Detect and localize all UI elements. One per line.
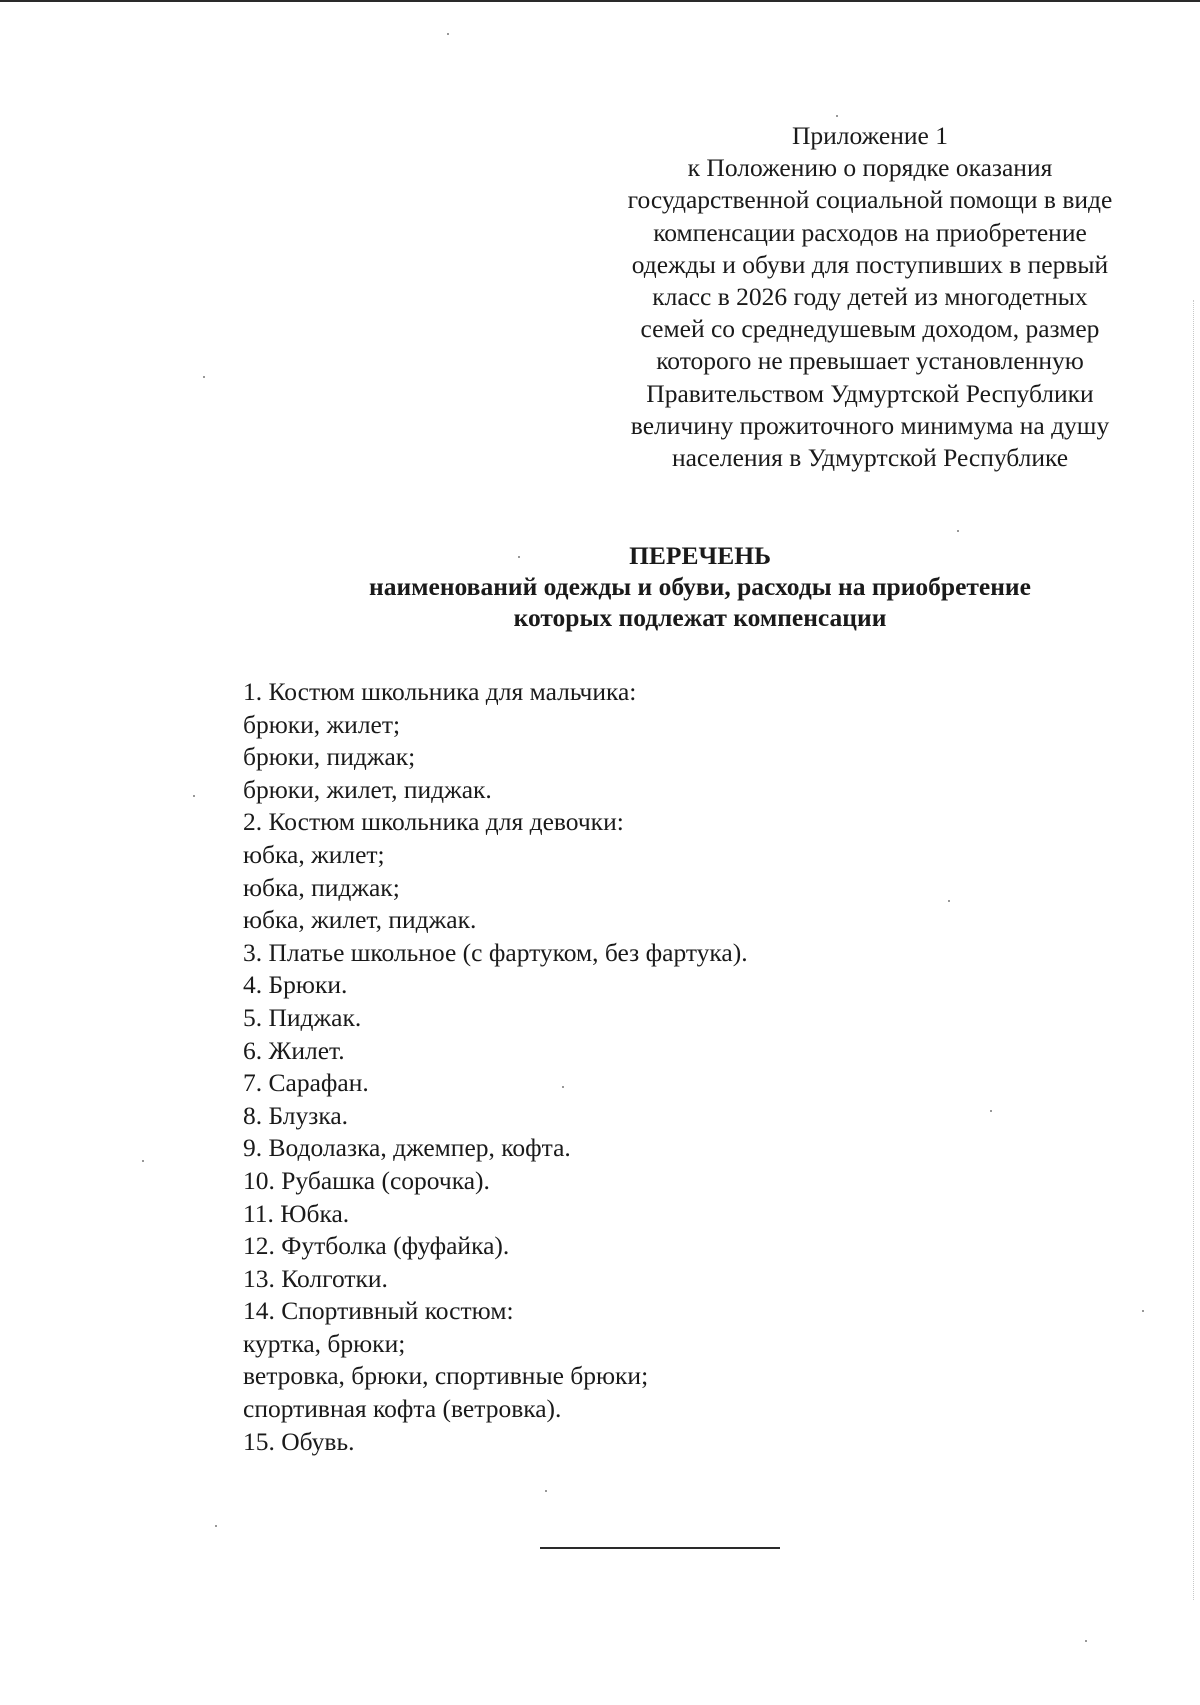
scan-speck	[545, 1490, 547, 1492]
list-item: 14. Спортивный костюм:	[243, 1296, 514, 1326]
scan-speck	[203, 376, 205, 378]
appendix-line: Приложение 1	[792, 121, 948, 150]
scan-speck	[142, 1160, 144, 1162]
list-item: 3. Платье школьное (с фартуком, без фартука).	[243, 937, 748, 967]
document-subtitle-line: наименований одежды и обуви, расходы на приобретение	[369, 572, 1031, 601]
scan-speck	[957, 530, 959, 532]
list-item: брюки, жилет, пиджак.	[243, 774, 492, 804]
scan-speck	[447, 33, 449, 35]
appendix-line: государственной социальной помощи в виде	[627, 185, 1113, 215]
list-item: 6. Жилет.	[243, 1035, 345, 1065]
list-item: 13. Колготки.	[243, 1263, 388, 1293]
list-item: 2. Костюм школьника для девочки:	[243, 807, 624, 837]
appendix-line: величину прожиточного минимума на душу	[630, 410, 1110, 440]
document-title: ПЕРЕЧЕНЬ	[629, 541, 771, 570]
scan-speck	[836, 115, 838, 117]
list-item: ветровка, брюки, спортивные брюки;	[243, 1361, 649, 1391]
list-item: юбка, пиджак;	[243, 872, 400, 902]
scan-speck	[1085, 1640, 1087, 1642]
list-item: юбка, жилет;	[243, 839, 385, 869]
list-item: куртка, брюки;	[243, 1328, 406, 1358]
list-item: 10. Рубашка (сорочка).	[243, 1165, 490, 1195]
scan-edge-mark	[1192, 300, 1194, 1600]
scan-speck	[193, 795, 195, 797]
appendix-line: компенсации расходов на приобретение	[653, 217, 1087, 247]
document-heading	[250, 540, 1150, 633]
appendix-line: населения в Удмуртской Республике	[671, 443, 1069, 473]
document-subtitle-line: которых подлежат компенсации	[513, 603, 887, 632]
appendix-line: семей со среднедушевым доходом, размер	[640, 314, 1100, 344]
list-item: брюки, пиджак;	[243, 742, 416, 772]
end-of-document-rule	[540, 1547, 780, 1549]
top-border-line	[0, 0, 1200, 2]
list-item: 15. Обувь.	[243, 1426, 355, 1456]
scan-speck	[215, 1525, 217, 1527]
list-item: 7. Сарафан.	[243, 1068, 369, 1098]
list-item: юбка, жилет, пиджак.	[243, 905, 477, 935]
appendix-line: одежды и обуви для поступивших в первый	[631, 249, 1109, 279]
appendix-line: которого не превышает установленную	[656, 346, 1084, 376]
list-item: 4. Брюки.	[243, 970, 348, 1000]
list-item: 11. Юбка.	[243, 1198, 350, 1228]
list-item: спортивная кофта (ветровка).	[243, 1394, 562, 1424]
appendix-line: Правительством Удмуртской Республики	[646, 378, 1094, 408]
scan-speck	[1142, 1310, 1144, 1312]
appendix-reference-block	[590, 120, 1150, 474]
list-item: 12. Футболка (фуфайка).	[243, 1231, 510, 1261]
appendix-line: класс в 2026 году детей из многодетных	[652, 282, 1088, 312]
list-item: 5. Пиджак.	[243, 1002, 362, 1032]
clothing-items-list	[243, 676, 1043, 1458]
list-item: 1. Костюм школьника для мальчика:	[243, 677, 637, 706]
appendix-line: к Положению о порядке оказания	[687, 153, 1053, 183]
list-item: брюки, жилет;	[243, 709, 401, 739]
list-item: 8. Блузка.	[243, 1100, 349, 1130]
list-item: 9. Водолазка, джемпер, кофта.	[243, 1133, 571, 1163]
